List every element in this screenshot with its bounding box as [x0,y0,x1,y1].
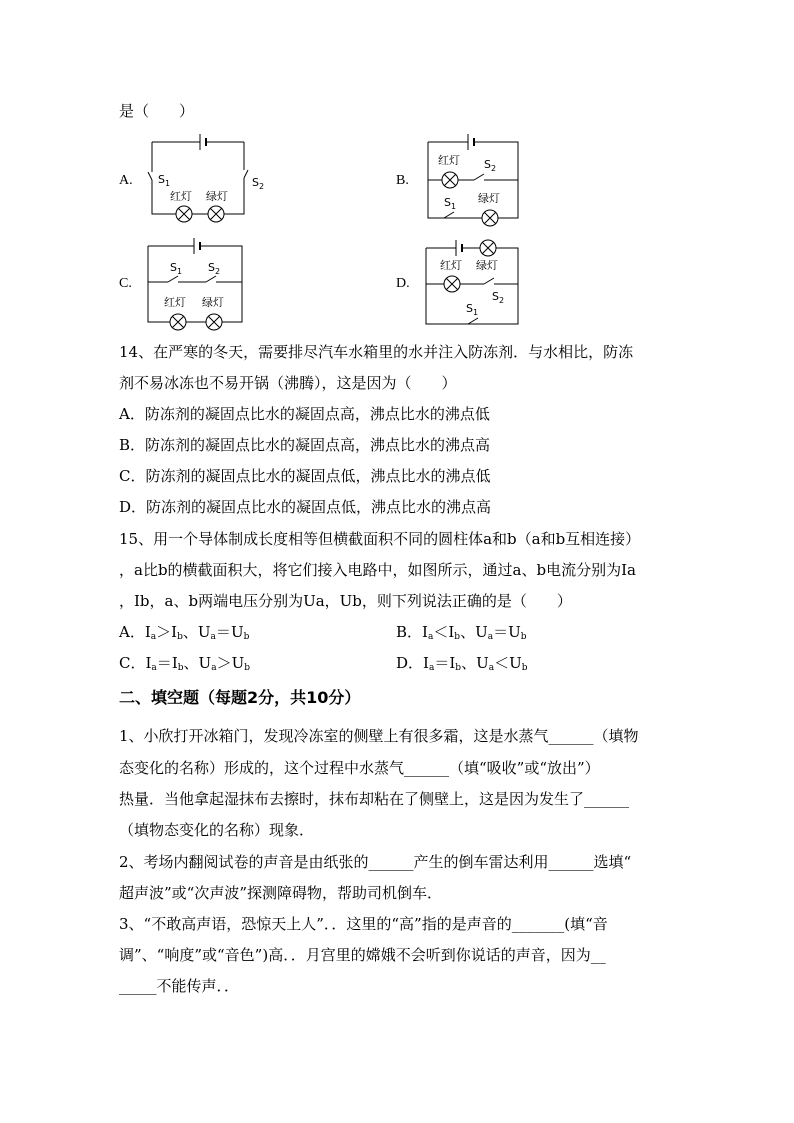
q13-circuit-c [144,236,254,331]
green-lamp-label: 绿灯 [478,192,500,205]
fill-q1-line-1: 1、小欣打开冰箱门，发现冷冻室的侧壁上有很多霜，这是水蒸气______（填物 [119,727,639,745]
svg-text:S1: $S_1$ [170,261,183,276]
red-lamp-icon [442,172,458,188]
q14-stem-line-1: 14、在严寒的冬天，需要排尽汽车水箱里的水并注入防冻剂．与水相比，防冻 [119,343,634,361]
red-lamp-icon [170,314,186,330]
q14-option-d: D．防冻剂的凝固点比水的凝固点低，沸点比水的沸点高 [119,498,492,516]
q15-option-c: C．$I_a=I_b$、$U_a>U_b$ [119,654,250,673]
fill-q1-line-4: （填物态变化的名称）现象． [119,821,315,839]
fill-q3-line-1: 3、“不敢高声语，恐惊天上人”．．这里的“高”指的是声音的_______(填“音 [119,915,608,933]
fill-q2-line-2: 超声波”或“次声波”探测障碍物，帮助司机倒车． [119,884,443,902]
green-lamp-icon [482,210,498,226]
svg-text:S1: $S_1$ [444,196,457,211]
q15-stem-line-2: ，a比b的横截面积大，将它们接入电路中，如图所示，通过a、b电流分别为Ia [119,561,636,579]
q15-option-d: D．$I_a=I_b$、$U_a<U_b$ [396,654,528,673]
svg-text:S2: $S_2$ [252,176,265,191]
fill-q2-line-1: 2、考场内翻阅试卷的声音是由纸张的______产生的倒车雷达利用______选填“ [119,853,632,871]
fill-q1-line-3: 热量．当他拿起湿抹布去擦时，抹布却粘在了侧壁上，这是因为发生了______ [119,790,630,808]
q13-option-d-label: D. [396,276,410,291]
q15-option-b: B．$I_a<I_b$、$U_a=U_b$ [396,623,527,642]
q14-stem-line-2: 剂不易冰冻也不易开锅（沸腾），这是因为（ ） [119,374,457,392]
svg-text:S1: $S_1$ [158,173,171,188]
green-lamp-label: 绿灯 [202,296,224,309]
green-lamp-icon [206,314,222,330]
red-lamp-label: 红灯 [164,296,186,309]
q15-option-a: A．$I_a>I_b$、$U_a=U_b$ [119,623,250,642]
q13-circuit-b [422,130,532,230]
svg-text:S1: $S_1$ [466,302,479,317]
q13-option-b-label: B. [396,173,409,188]
green-lamp-label: 绿灯 [206,190,228,203]
q15-stem-line-1: 15、用一个导体制成长度相等但横截面积不同的圆柱体a和b（a和b互相连接） [119,530,641,548]
switch-s1-label: S [158,173,165,186]
switch-s1-label: S [444,196,451,209]
red-lamp-label: 红灯 [170,190,192,203]
red-lamp-label: 红灯 [438,154,460,167]
q14-option-b: B．防冻剂的凝固点比水的凝固点高，沸点比水的沸点高 [119,436,491,454]
fill-q3-line-3: _____不能传声．． [119,977,240,995]
svg-text:S2: $S_2$ [492,290,505,305]
red-lamp-icon [444,276,460,292]
svg-text:S2: $S_2$ [208,261,221,276]
red-lamp-icon [176,206,192,222]
q14-option-c: C．防冻剂的凝固点比水的凝固点低，沸点比水的沸点低 [119,467,491,485]
switch-s2-label: S [484,158,491,171]
q13-circuit-a [148,128,273,233]
section-heading: 二、填空题（每题2分，共10分） [119,688,361,707]
switch-s1-label: S [466,302,473,315]
switch-s2-label: S [252,176,259,189]
green-lamp-icon [480,240,496,256]
q13-circuit-d [422,236,532,331]
switch-s2-label: S [208,261,215,274]
fill-q3-line-2: 调”、“响度”或“音色”)高．．月宫里的嫦娥不会听到你说话的声音，因为__ [119,946,606,964]
svg-text:S2: $S_2$ [484,158,497,173]
green-lamp-icon [208,206,224,222]
switch-s1-label: S [170,261,177,274]
q13-option-c-label: C. [119,276,132,291]
q13-stem-tail: 是（ ） [119,102,195,120]
q14-option-a: A．防冻剂的凝固点比水的凝固点高，沸点比水的沸点低 [119,405,490,423]
q15-stem-line-3: ，Ib，a、b两端电压分别为Ua，Ub，则下列说法正确的是（ ） [119,592,572,610]
q13-option-a-label: A. [119,173,133,188]
fill-q1-line-2: 态变化的名称）形成的，这个过程中水蒸气______（填“吸收”或“放出”） [119,759,600,777]
switch-s2-label: S [492,290,499,303]
red-lamp-label: 红灯 [440,259,462,272]
green-lamp-label: 绿灯 [476,259,498,272]
